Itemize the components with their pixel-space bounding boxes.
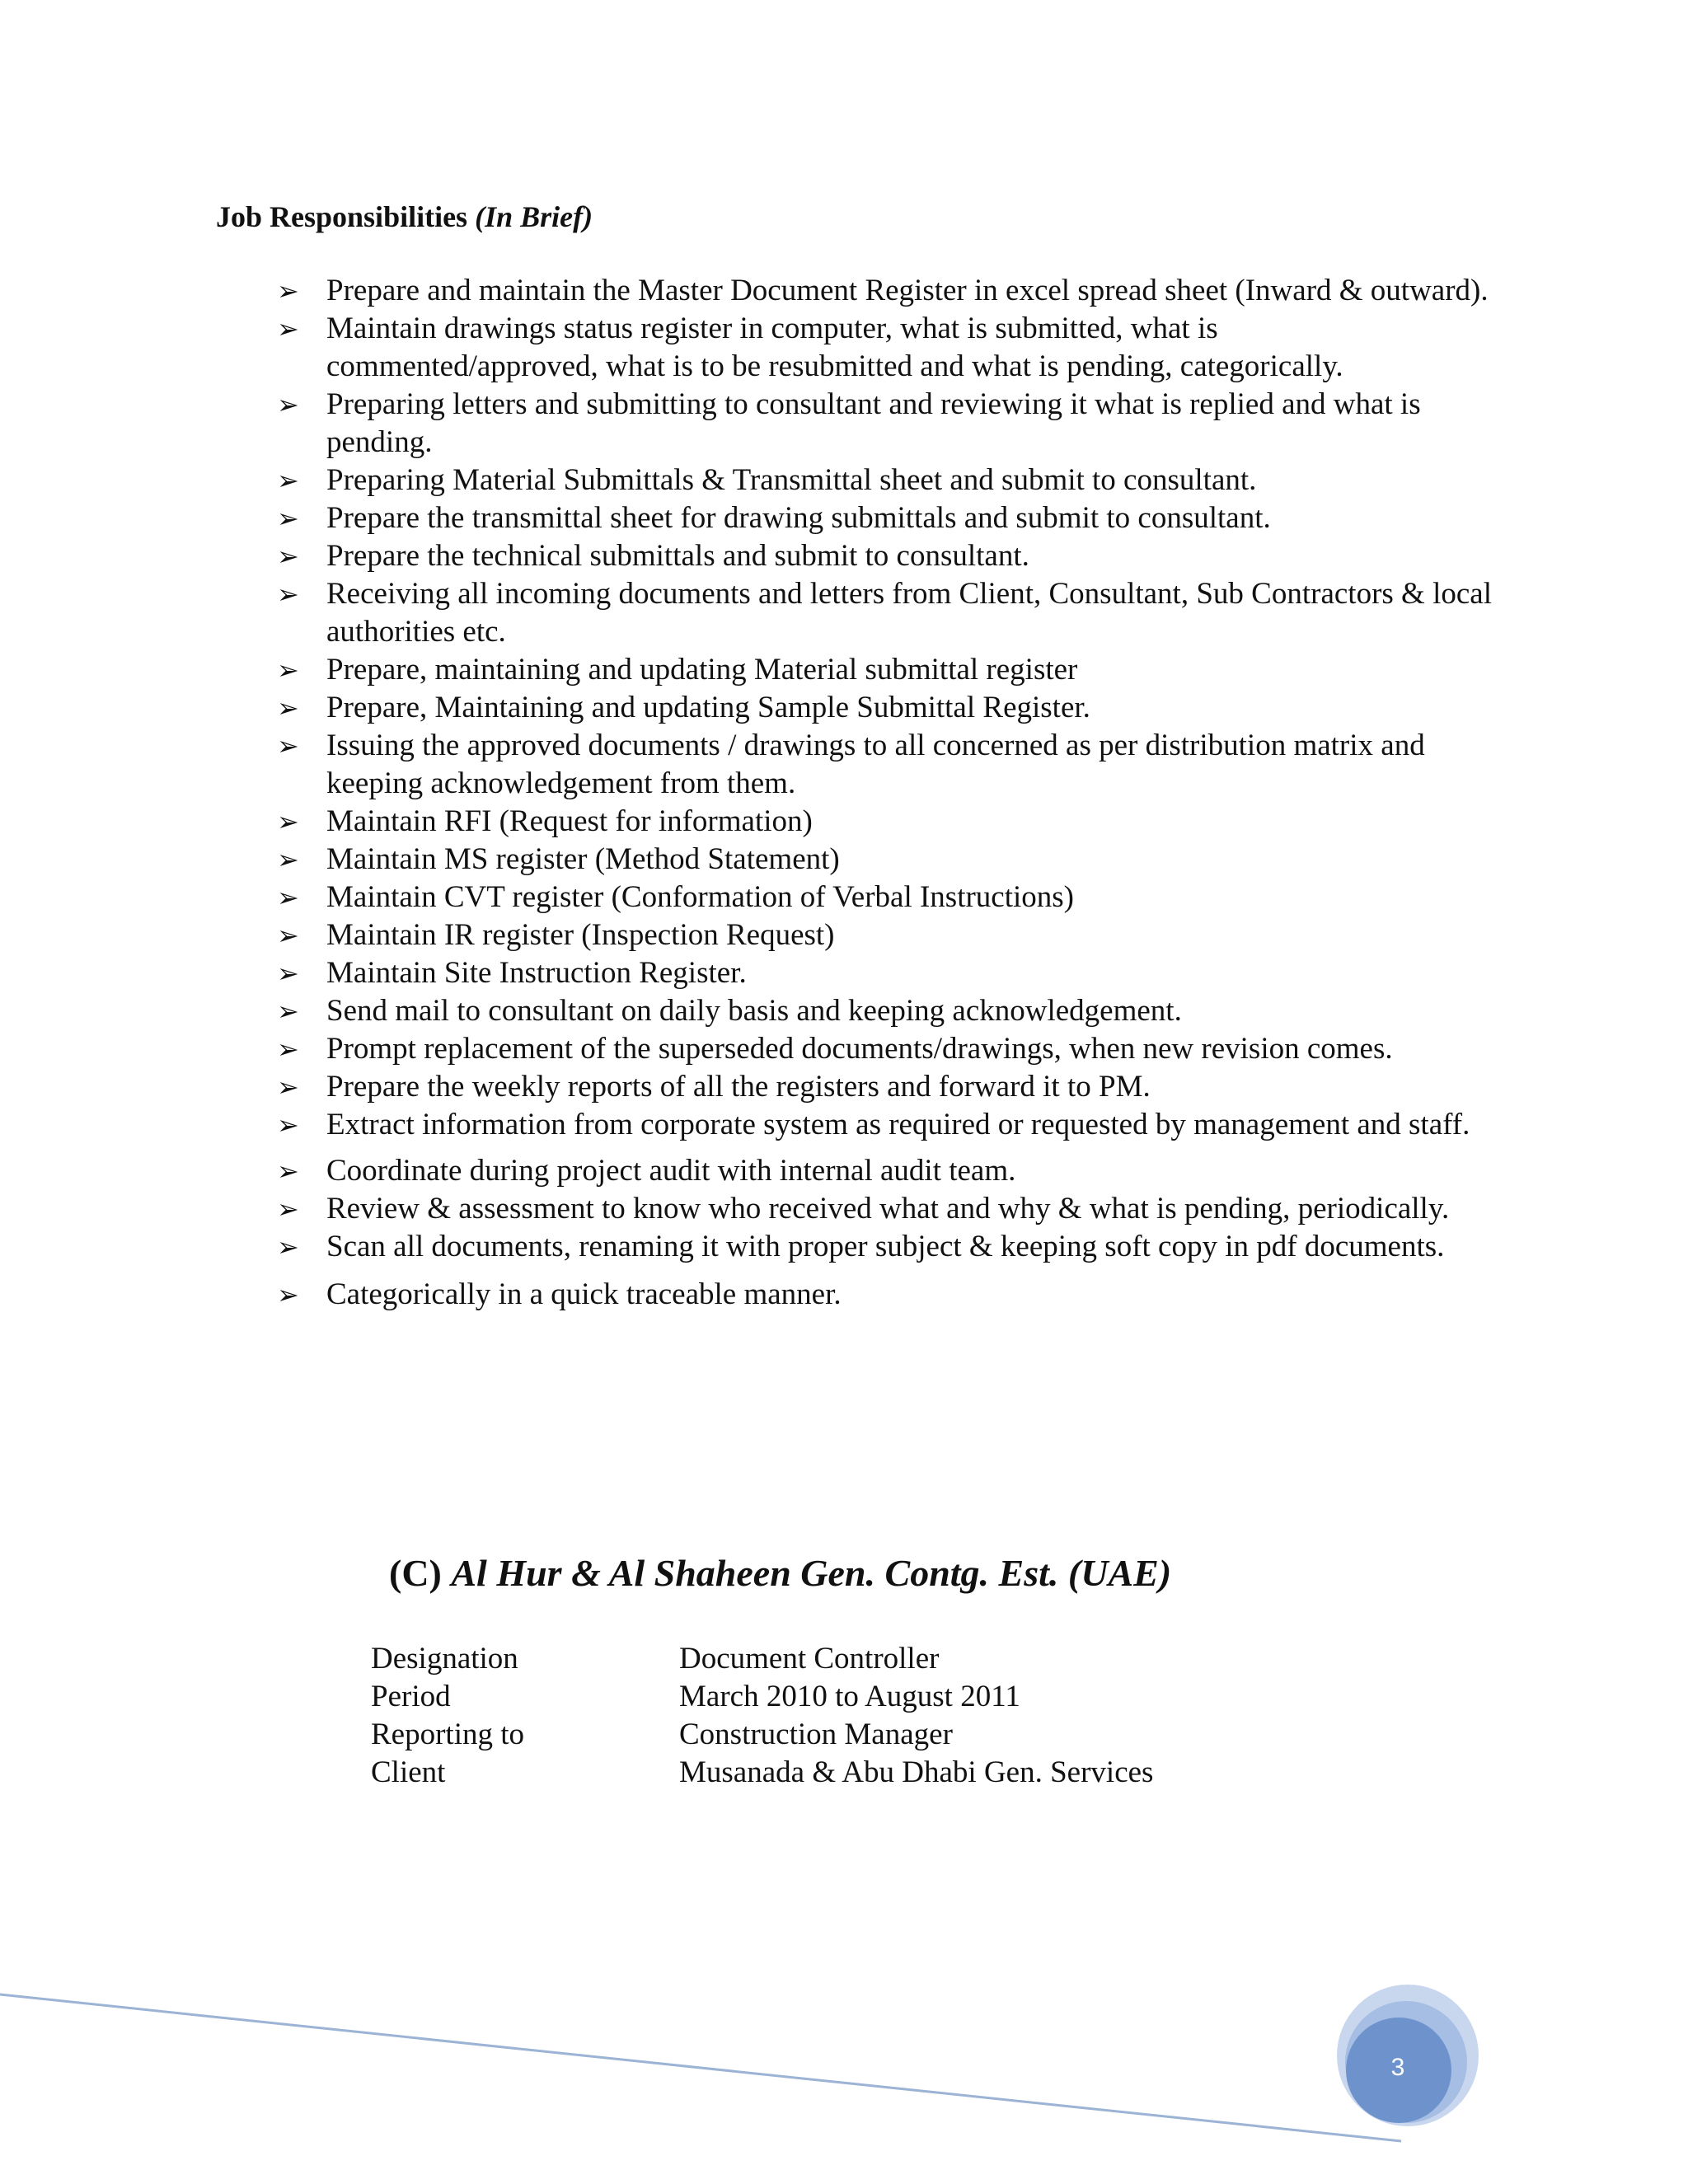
arrow-bullet-icon: ➢: [277, 655, 299, 685]
list-item: ➢ Prepare the transmittal sheet for drawing submittals and submit to consultant.: [272, 499, 1492, 537]
list-item: ➢ Prepare the weekly reports of all the registers and forward it to PM.: [272, 1068, 1492, 1106]
list-item: ➢ Maintain CVT register (Conformation of Verbal Instructions): [272, 879, 1492, 916]
list-item: ➢ Maintain RFI (Request for information): [272, 803, 1492, 841]
list-item: ➢ Preparing letters and submitting to consultant and reviewing it what is replied and what is pending.: [277, 387, 1421, 459]
arrow-bullet-icon: ➢: [277, 996, 299, 1026]
arrow-bullet-icon: ➢: [277, 693, 299, 723]
detail-label: Designation: [371, 1642, 518, 1675]
employer-name: Al Hur & Al Shaheen Gen. Contg. Est. (UAE): [451, 1552, 1172, 1594]
list-item: ➢ Send mail to consultant on daily basis and keeping acknowledgement.: [272, 992, 1492, 1030]
arrow-bullet-icon: ➢: [277, 1194, 299, 1224]
arrow-bullet-icon: ➢: [277, 883, 299, 912]
footer-divider-line: [0, 1994, 1401, 2141]
arrow-bullet-icon: ➢: [277, 466, 299, 495]
detail-label: Client: [371, 1755, 446, 1789]
arrow-bullet-icon: ➢: [277, 1232, 299, 1262]
list-item: ➢ Prepare and maintain the Master Document Register in excel spread sheet (Inward & outward).: [272, 272, 1492, 310]
arrow-bullet-icon: ➢: [277, 504, 299, 533]
list-item: ➢ Prepare the technical submittals and submit to consultant.: [272, 537, 1492, 575]
list-item: ➢ Prepare, Maintaining and updating Sample Submittal Register.: [272, 689, 1492, 727]
arrow-bullet-icon: ➢: [277, 1280, 299, 1310]
arrow-bullet-icon: ➢: [277, 807, 299, 837]
list-item: ➢ Issuing the approved documents / drawings to all concerned as per distribution matrix and keeping acknowledgement from them.: [277, 729, 1425, 800]
list-item: ➢ Prepare, maintaining and updating Material submittal register: [272, 651, 1492, 689]
detail-value: Musanada & Abu Dhabi Gen. Services: [679, 1755, 1154, 1789]
list-item: ➢ Maintain Site Instruction Register.: [272, 954, 1492, 992]
arrow-bullet-icon: ➢: [277, 1110, 299, 1140]
arrow-bullet-icon: ➢: [277, 731, 299, 761]
arrow-bullet-icon: ➢: [277, 390, 299, 419]
arrow-bullet-icon: ➢: [277, 1156, 299, 1186]
arrow-bullet-icon: ➢: [277, 1072, 299, 1102]
section-title: Job Responsibilities: [216, 200, 468, 233]
arrow-bullet-icon: ➢: [277, 314, 299, 344]
list-item: ➢ Review & assessment to know who received what and why & what is pending, periodically.: [272, 1190, 1492, 1228]
arrow-bullet-icon: ➢: [277, 921, 299, 950]
arrow-bullet-icon: ➢: [277, 845, 299, 874]
detail-value: Construction Manager: [679, 1718, 953, 1751]
list-item: ➢ Receiving all incoming documents and letters from Client, Consultant, Sub Contractors & local authorities etc.: [277, 577, 1492, 649]
list-item: ➢ Prompt replacement of the superseded documents/drawings, when new revision comes.: [272, 1030, 1492, 1068]
list-item: ➢ Scan all documents, renaming it with proper subject & keeping soft copy in pdf documents.: [272, 1228, 1492, 1266]
arrow-bullet-icon: ➢: [277, 579, 299, 609]
detail-value: Document Controller: [679, 1642, 940, 1675]
page-number: 3: [1390, 2054, 1405, 2081]
detail-label: Reporting to: [371, 1718, 525, 1751]
detail-value: March 2010 to August 2011: [679, 1680, 1020, 1713]
list-item: ➢ Coordinate during project audit with internal audit team.: [272, 1152, 1492, 1190]
arrow-bullet-icon: ➢: [277, 958, 299, 988]
arrow-bullet-icon: ➢: [277, 541, 299, 571]
employer-letter: (C): [389, 1552, 442, 1594]
arrow-bullet-icon: ➢: [277, 1034, 299, 1064]
section-subtitle: (In Brief): [475, 200, 593, 233]
list-item: ➢ Maintain MS register (Method Statement): [272, 841, 1492, 879]
list-item: ➢ Maintain IR register (Inspection Request): [272, 916, 1492, 954]
list-item: ➢ Preparing Material Submittals & Transmittal sheet and submit to consultant.: [272, 462, 1492, 499]
list-item: ➢ Maintain drawings status register in computer, what is submitted, what is commented/approved, what is to be resubmitted and what is pending, categorically.: [277, 312, 1343, 383]
detail-label: Period: [371, 1680, 451, 1713]
list-item: ➢ Extract information from corporate system as required or requested by management and staff.: [272, 1106, 1492, 1144]
arrow-bullet-icon: ➢: [277, 276, 299, 306]
list-item: ➢ Categorically in a quick traceable manner.: [272, 1276, 1492, 1314]
